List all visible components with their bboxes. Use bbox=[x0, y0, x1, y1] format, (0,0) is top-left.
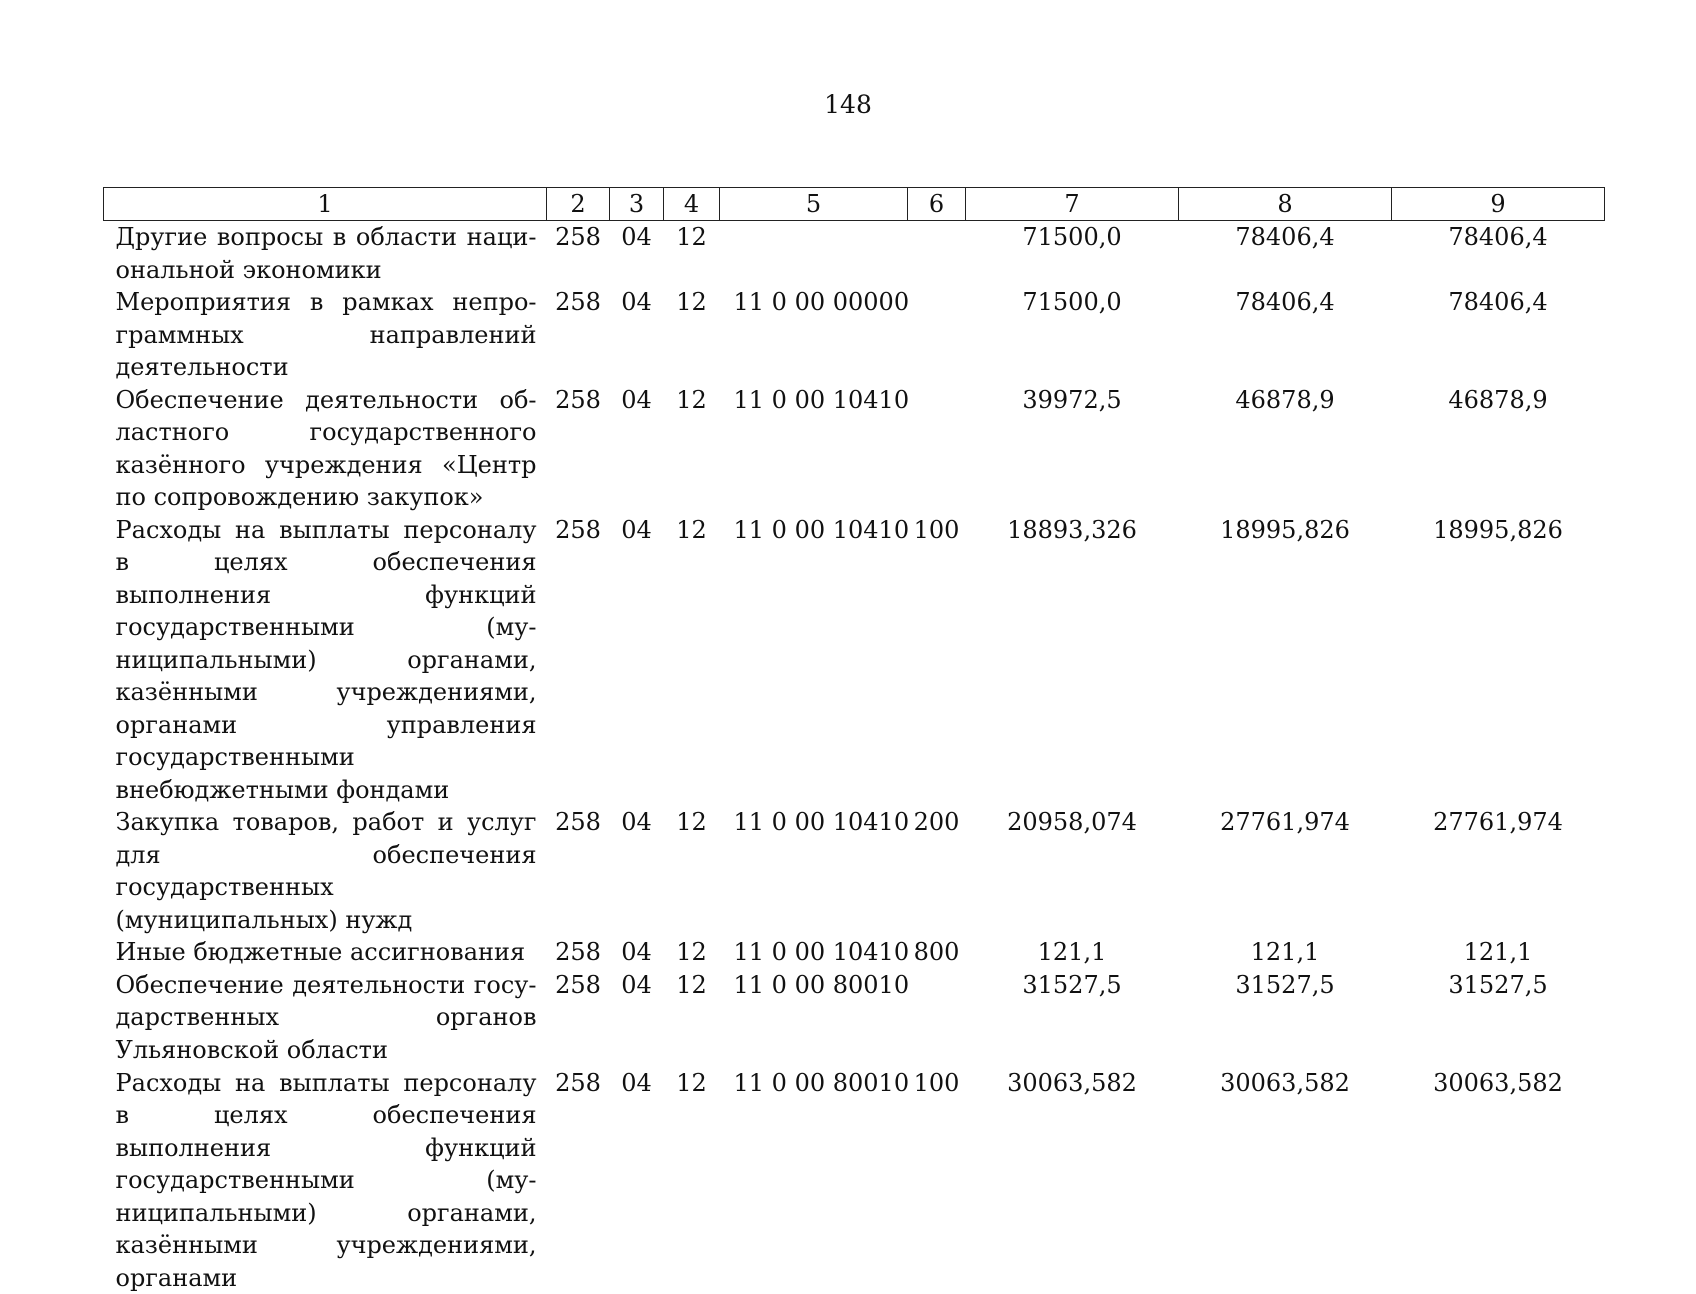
row-c5: 11 0 00 10410 bbox=[720, 936, 908, 969]
row-c7: 31527,5 bbox=[966, 969, 1179, 1067]
row-c7: 18893,326 bbox=[966, 514, 1179, 807]
row-name: Расходы на выплаты персоналу в целях обеспечения выполнения функций государственными (муниципальными) органами, казёнными учреждениями, органами bbox=[104, 1067, 547, 1294]
row-c7: 121,1 bbox=[966, 936, 1179, 969]
row-name: Обеспечение деятельности государственных органов Ульяновской области bbox=[104, 969, 547, 1067]
table-body bbox=[104, 221, 1605, 1294]
row-c9: 27761,974 bbox=[1392, 806, 1605, 936]
row-name: Закупка товаров, работ и услуг для обеспечения государственных (муниципальных) нужд bbox=[104, 806, 547, 936]
header-col-1: 1 bbox=[104, 188, 547, 221]
row-c2: 258 bbox=[547, 384, 610, 514]
row-c2: 258 bbox=[547, 806, 610, 936]
page-number: 148 bbox=[0, 90, 1696, 119]
row-c8: 31527,5 bbox=[1179, 969, 1392, 1067]
row-c4: 12 bbox=[664, 384, 720, 514]
row-c9: 121,1 bbox=[1392, 936, 1605, 969]
row-c3: 04 bbox=[610, 384, 664, 514]
row-name: Мероприятия в рамках непрограммных направлений деятельности bbox=[104, 286, 547, 384]
row-c9: 18995,826 bbox=[1392, 514, 1605, 807]
table-row bbox=[104, 969, 1605, 1067]
row-c8: 78406,4 bbox=[1179, 286, 1392, 384]
row-c5: 11 0 00 10410 bbox=[720, 384, 908, 514]
table-row bbox=[104, 806, 1605, 936]
table-header bbox=[104, 188, 1605, 221]
row-c4: 12 bbox=[664, 936, 720, 969]
row-c8: 46878,9 bbox=[1179, 384, 1392, 514]
row-c2: 258 bbox=[547, 514, 610, 807]
row-c4: 12 bbox=[664, 1067, 720, 1294]
row-c9: 30063,582 bbox=[1392, 1067, 1605, 1294]
row-c2: 258 bbox=[547, 936, 610, 969]
header-row bbox=[104, 188, 1605, 221]
row-c7: 71500,0 bbox=[966, 221, 1179, 287]
row-c5: 11 0 00 10410 bbox=[720, 806, 908, 936]
row-c3: 04 bbox=[610, 806, 664, 936]
row-c2: 258 bbox=[547, 221, 610, 287]
row-c6: 100 bbox=[908, 1067, 966, 1294]
table-row bbox=[104, 514, 1605, 807]
row-c5: 11 0 00 80010 bbox=[720, 969, 908, 1067]
header-col-6: 6 bbox=[908, 188, 966, 221]
header-col-2: 2 bbox=[547, 188, 610, 221]
header-col-8: 8 bbox=[1179, 188, 1392, 221]
row-c2: 258 bbox=[547, 286, 610, 384]
row-c8: 27761,974 bbox=[1179, 806, 1392, 936]
row-c8: 18995,826 bbox=[1179, 514, 1392, 807]
row-c7: 71500,0 bbox=[966, 286, 1179, 384]
header-col-3: 3 bbox=[610, 188, 664, 221]
row-c5: 11 0 00 00000 bbox=[720, 286, 908, 384]
row-c4: 12 bbox=[664, 514, 720, 807]
row-c7: 30063,582 bbox=[966, 1067, 1179, 1294]
row-c3: 04 bbox=[610, 286, 664, 384]
row-c9: 78406,4 bbox=[1392, 221, 1605, 287]
table-row bbox=[104, 936, 1605, 969]
row-c3: 04 bbox=[610, 969, 664, 1067]
row-c9: 31527,5 bbox=[1392, 969, 1605, 1067]
row-name: Расходы на выплаты персоналу в целях обеспечения выполнения функций государственными (муниципальными) органами, казёнными учреждениями, органами управления государственными внебюджетными фондами bbox=[104, 514, 547, 807]
row-c6 bbox=[908, 969, 966, 1067]
row-c4: 12 bbox=[664, 221, 720, 287]
row-c6: 800 bbox=[908, 936, 966, 969]
row-c2: 258 bbox=[547, 1067, 610, 1294]
row-c2: 258 bbox=[547, 969, 610, 1067]
row-c3: 04 bbox=[610, 221, 664, 287]
row-c5: 11 0 00 10410 bbox=[720, 514, 908, 807]
row-c7: 39972,5 bbox=[966, 384, 1179, 514]
row-c8: 30063,582 bbox=[1179, 1067, 1392, 1294]
row-c6 bbox=[908, 384, 966, 514]
row-c8: 121,1 bbox=[1179, 936, 1392, 969]
row-name: Иные бюджетные ассигнования bbox=[104, 936, 547, 969]
row-name: Обеспечение деятельности областного государственного казённого учреждения «Центр по сопровождению закупок» bbox=[104, 384, 547, 514]
row-c3: 04 bbox=[610, 514, 664, 807]
header-col-9: 9 bbox=[1392, 188, 1605, 221]
row-c5: 11 0 00 80010 bbox=[720, 1067, 908, 1294]
row-c4: 12 bbox=[664, 286, 720, 384]
row-name: Другие вопросы в области национальной экономики bbox=[104, 221, 547, 287]
row-c4: 12 bbox=[664, 969, 720, 1067]
row-c7: 20958,074 bbox=[966, 806, 1179, 936]
row-c6 bbox=[908, 221, 966, 287]
table-row bbox=[104, 384, 1605, 514]
row-c5 bbox=[720, 221, 908, 287]
row-c4: 12 bbox=[664, 806, 720, 936]
table-row bbox=[104, 221, 1605, 287]
table-row bbox=[104, 286, 1605, 384]
row-c9: 46878,9 bbox=[1392, 384, 1605, 514]
row-c3: 04 bbox=[610, 1067, 664, 1294]
row-c8: 78406,4 bbox=[1179, 221, 1392, 287]
header-col-7: 7 bbox=[966, 188, 1179, 221]
table-row bbox=[104, 1067, 1605, 1294]
row-c6: 200 bbox=[908, 806, 966, 936]
header-col-5: 5 bbox=[720, 188, 908, 221]
row-c3: 04 bbox=[610, 936, 664, 969]
row-c6: 100 bbox=[908, 514, 966, 807]
row-c9: 78406,4 bbox=[1392, 286, 1605, 384]
header-col-4: 4 bbox=[664, 188, 720, 221]
row-c6 bbox=[908, 286, 966, 384]
budget-table bbox=[103, 187, 1605, 1294]
